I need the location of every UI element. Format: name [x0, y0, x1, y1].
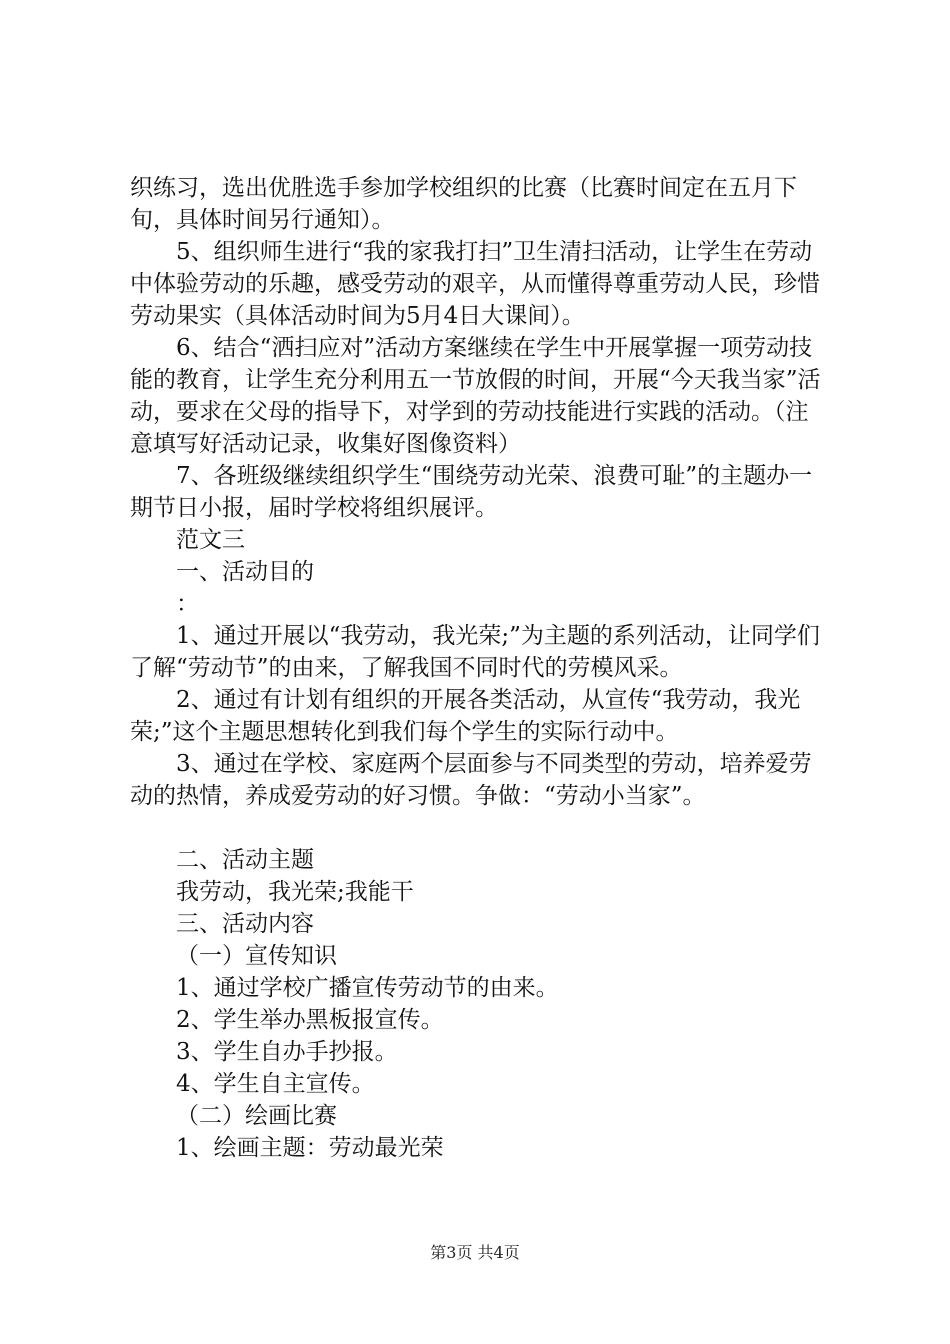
blank-line	[130, 812, 830, 844]
paragraph-purpose-3: 3、通过在学校、家庭两个层面参与不同类型的劳动，培养爱劳动的热情，养成爱劳动的好习惯。争做：“劳动小当家”。	[130, 751, 812, 809]
subheading-publicity: （一）宣传知识	[176, 943, 337, 969]
subheading-drawing-contest: （二）绘画比赛	[176, 1103, 337, 1129]
page-footer: 第3页 共4页	[430, 1243, 520, 1262]
paragraph-purpose-1: 1、通过开展以“我劳动，我光荣;”为主题的系列活动，让同学们了解“劳动节”的由来，了解我国不同时代的劳模风采。	[130, 623, 820, 681]
list-item-publicity-2: 2、学生举办黑板报宣传。	[176, 1007, 444, 1033]
activity-theme-text: 我劳动，我光荣;我能干	[176, 879, 414, 905]
paragraph-item-7: 7、各班级继续组织学生“围绕劳动光荣、浪费可耻”的主题办一期节日小报，届时学校将组织展评。	[130, 463, 813, 521]
list-item-publicity-1: 1、通过学校广播宣传劳动节的由来。	[176, 975, 559, 1001]
list-item-drawing-1: 1、绘画主题：劳动最光荣	[176, 1135, 444, 1161]
section-title-sample-three: 范文三	[176, 527, 245, 553]
colon-line: ：	[176, 591, 199, 617]
document-body	[130, 172, 830, 1164]
paragraph-purpose-2: 2、通过有计划有组织的开展各类活动，从宣传“我劳动，我光荣;”这个主题思想转化到我们每个学生的实际行动中。	[130, 687, 801, 745]
paragraph-item-6: 6、结合“洒扫应对”活动方案继续在学生中开展掌握一项劳动技能的教育，让学生充分利用五一节放假的时间，开展“今天我当家”活动，要求在父母的指导下，对学到的劳动技能进行实践的活动。（注意填写好活动记录，收集好图像资料）	[130, 335, 821, 457]
heading-activity-content: 三、活动内容	[176, 911, 314, 937]
list-item-publicity-3: 3、学生自办手抄报。	[176, 1039, 398, 1065]
heading-activity-purpose: 一、活动目的	[176, 559, 314, 585]
paragraph-item-5: 5、组织师生进行“我的家我打扫”卫生清扫活动，让学生在劳动中体验劳动的乐趣，感受劳动的艰辛，从而懂得尊重劳动人民，珍惜劳动果实（具体活动时间为5月4日大课间）。	[130, 239, 820, 329]
paragraph-continued-practice: 织练习，选出优胜选手参加学校组织的比赛（比赛时间定在五月下旬，具体时间另行通知）。	[130, 175, 797, 233]
heading-activity-theme: 二、活动主题	[176, 847, 314, 873]
list-item-publicity-4: 4、学生自主宣传。	[176, 1071, 375, 1097]
